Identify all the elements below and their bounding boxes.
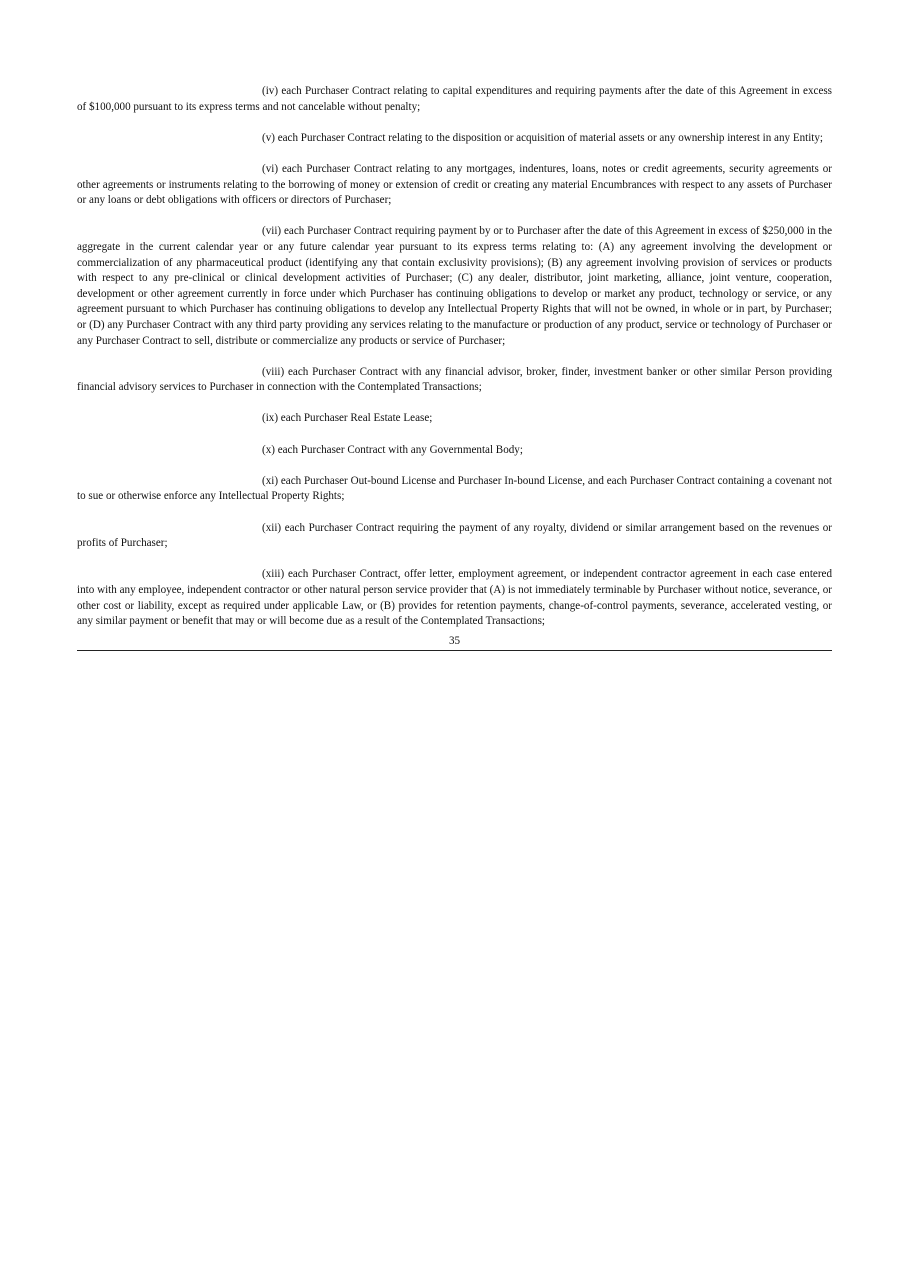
paragraph-iv: (iv) each Purchaser Contract relating to capital expenditures and requiring payments after the date of this Agreement in excess of $100,000 pursuant to its express terms and not cancelable without penalty; <box>77 85 832 113</box>
document-page <box>77 84 832 651</box>
page-number: 35 <box>448 634 461 647</box>
paragraph-v: (v) each Purchaser Contract relating to the disposition or acquisition of material assets or any ownership interest in any Entity; <box>262 131 824 144</box>
paragraph-xi: (xi) each Purchaser Out-bound License and Purchaser In-bound License, and each Purchaser Contract containing a covenant not to sue or otherwise enforce any Intellectual Property Rights; <box>77 474 832 503</box>
paragraph-x: (x) each Purchaser Contract with any Governmental Body; <box>262 443 523 456</box>
paragraph-viii: (viii) each Purchaser Contract with any financial advisor, broker, finder, investment banker or other similar Person providing financial advisory services to Purchaser in connection with the Contemplated Transactions; <box>77 365 832 394</box>
paragraph-ix: (ix) each Purchaser Real Estate Lease; <box>262 412 433 425</box>
footer-divider <box>77 650 832 651</box>
paragraph-vi: (vi) each Purchaser Contract relating to any mortgages, indentures, loans, notes or credit agreements, security agreements or other agreements or instruments relating to the borrowing of money or extension of credit or creating any material Encumbrances with respect to any assets of Purchaser or any loans or debt obligations with officers or directors of Purchaser; <box>77 162 832 207</box>
paragraph-xii: (xii) each Purchaser Contract requiring the payment of any royalty, dividend or similar arrangement based on the revenues or profits of Purchaser; <box>77 521 832 550</box>
paragraph-vii: (vii) each Purchaser Contract requiring payment by or to Purchaser after the date of this Agreement in excess of $250,000 in the aggregate in the current calendar year or any future calendar year pursuant to its express terms relating to: (A) any agreement involving the development or commercialization of any pharmaceutical product (identifying any that contain exclusivity provisions); (B) any agreement involving provision of services or products with respect to any pre-clinical or clinical development activities of Purchaser; (C) any dealer, distributor, joint marketing, alliance, joint venture, cooperation, development or other agreement currently in force under which Purchaser has continuing obligations to develop or market any product, technology or service, or any agreement pursuant to which Purchaser has continuing obligations to develop any Intellectual Property Rights that will not be owned, in whole or in part, by Purchaser; or (D) any Purchaser Contract with any third party providing any services relating to the manufacture or production of any product, service or technology of Purchaser or any Purchaser Contract to sell, distribute or commercialize any products or service of Purchaser; <box>77 225 832 347</box>
paragraph-xiii: (xiii) each Purchaser Contract, offer letter, employment agreement, or independent contractor agreement in each case entered into with any employee, independent contractor or other natural person service provider that (A) is not immediately terminable by Purchaser without notice, severance, or other cost or liability, except as required under applicable Law, or (B) provides for retention payments, change-of-control payments, severance, accelerated vesting, or any similar payment or benefit that may or will become due as a result of the Contemplated Transactions; <box>77 568 832 628</box>
